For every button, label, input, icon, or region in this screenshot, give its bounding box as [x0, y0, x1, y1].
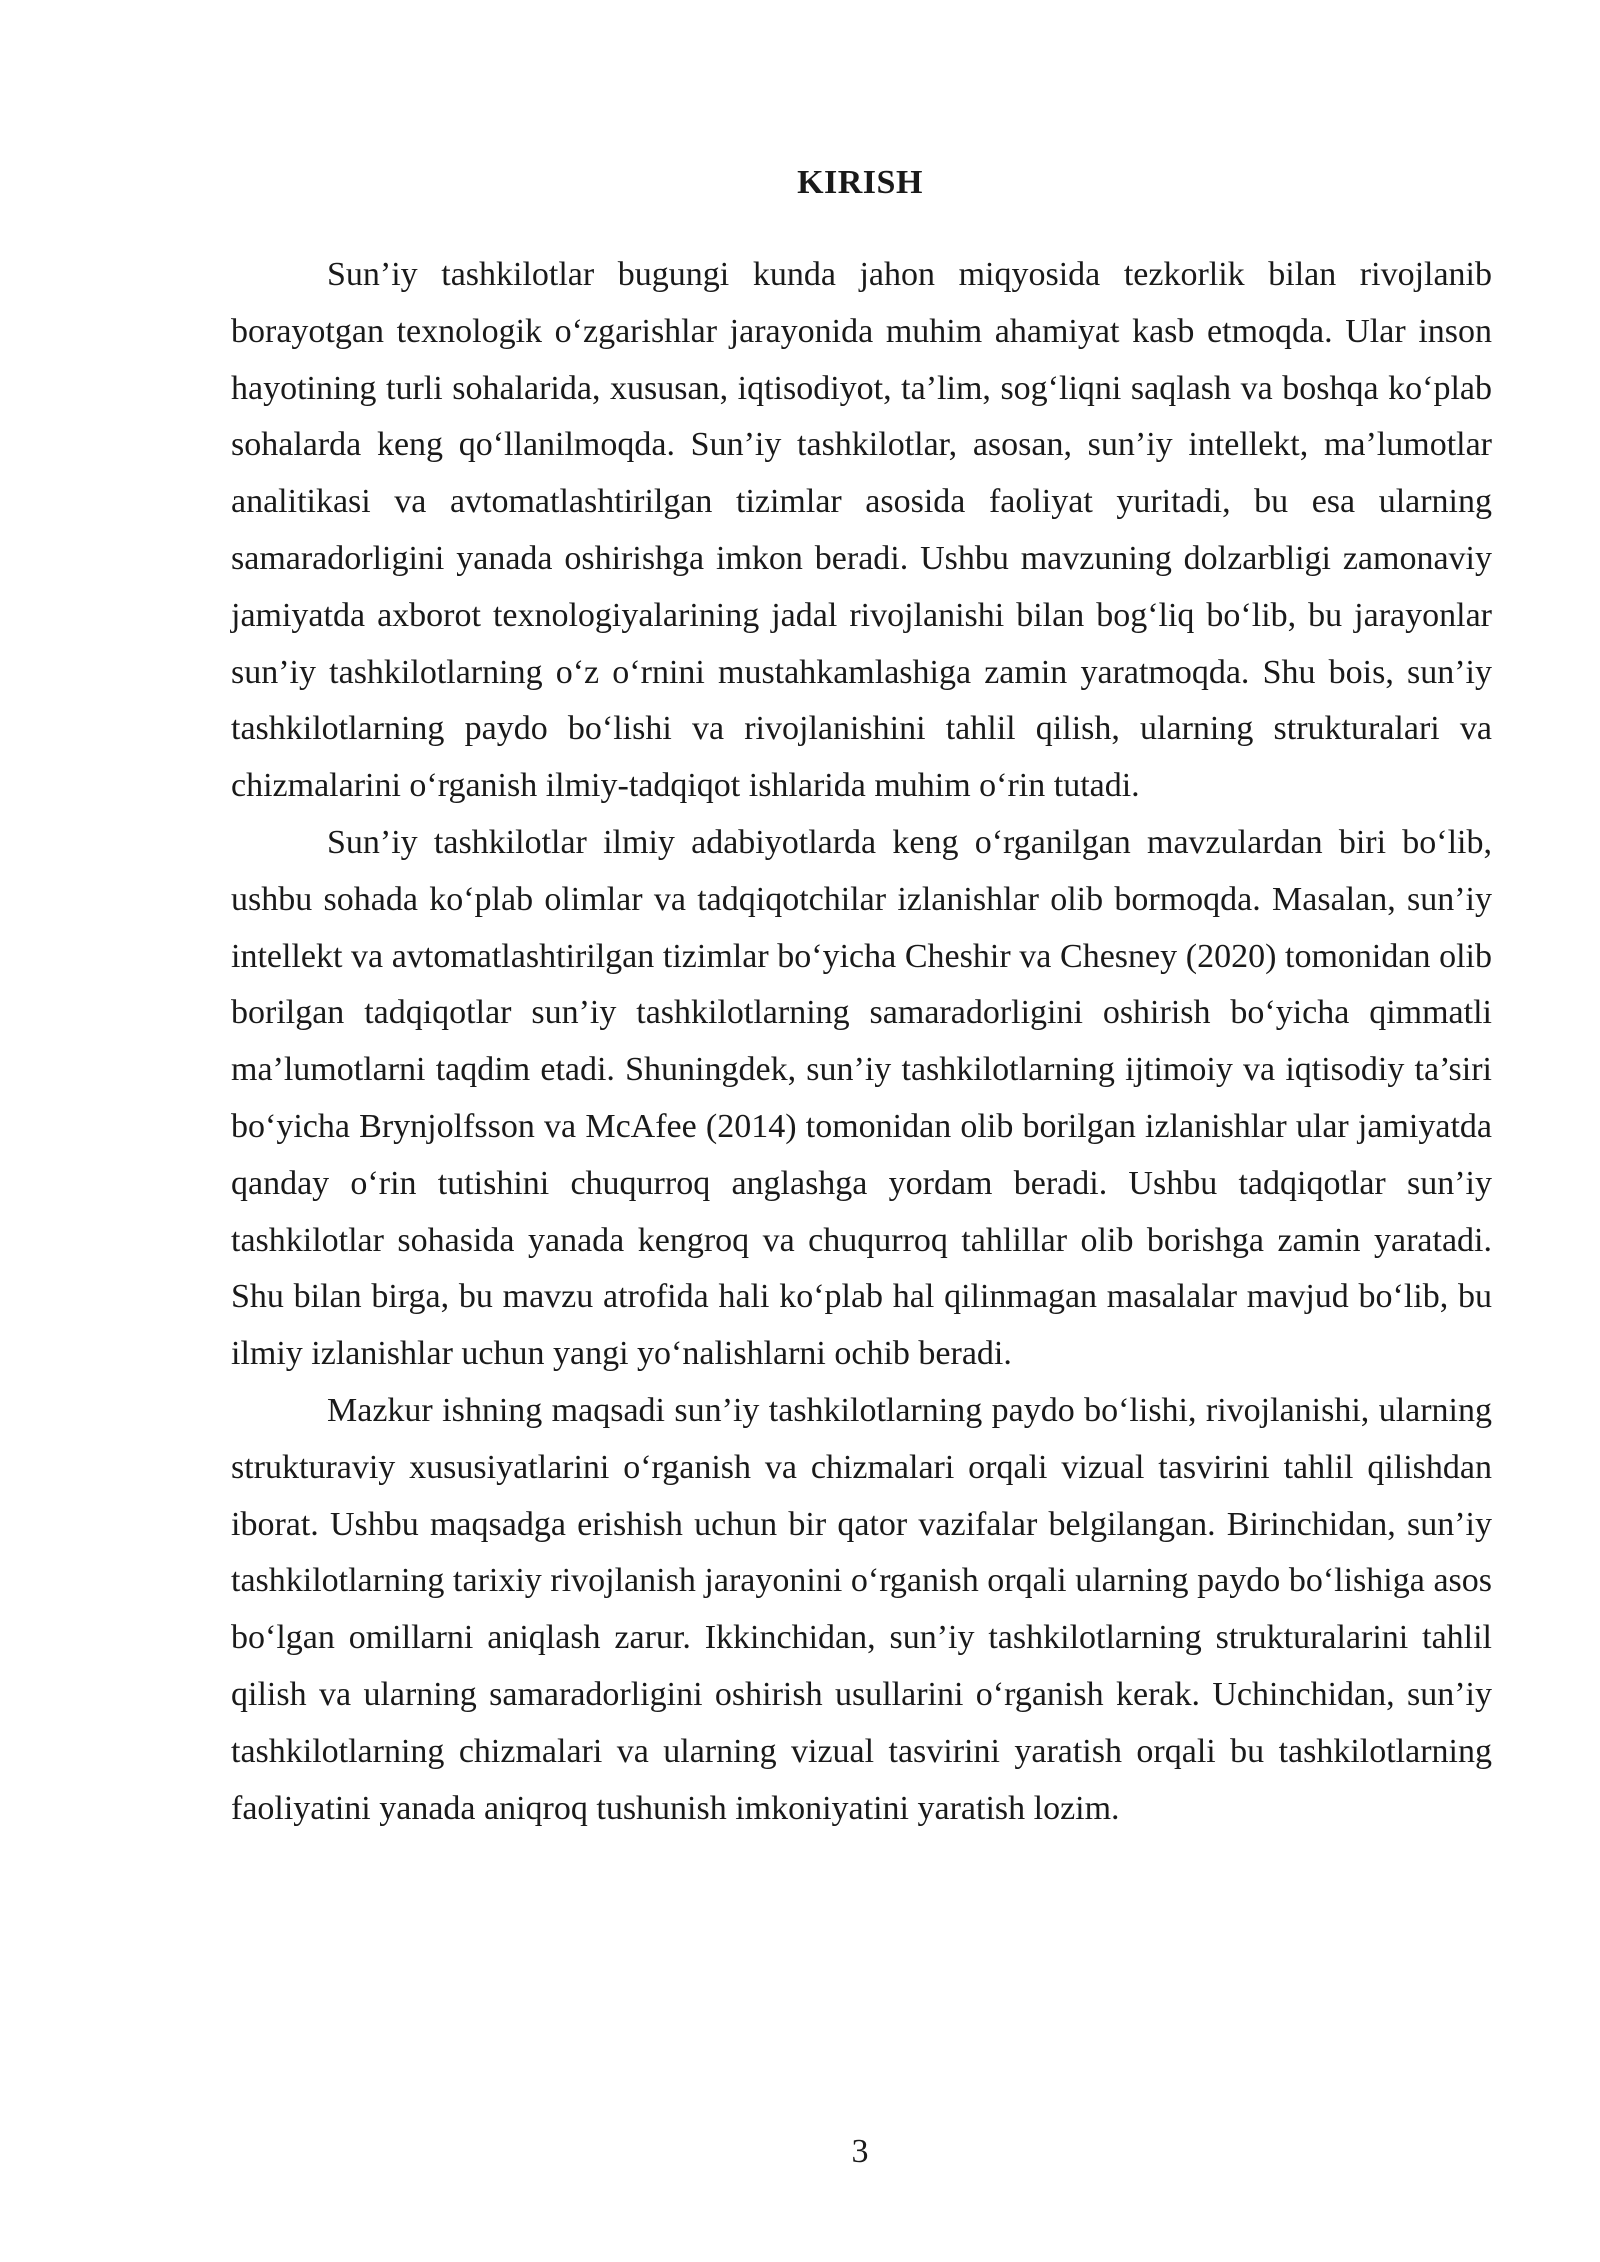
- paragraph-2: Sun’iy tashkilotlar ilmiy adabiyotlarda keng o‘rganilgan mavzulardan biri bo‘lib, ushbu sohada ko‘plab olimlar va tadqiqotchilar izlanishlar olib bormoqda. Masalan, sun’iy intellekt va avtomatlashtirilgan tizimlar bo‘yicha Cheshir va Chesney (2020) tomonidan olib borilgan tadqiqotlar sun’iy tashkilotlarning samaradorligini oshirish bo‘yicha qimmatli ma’lumotlarni taqdim etadi. Shuningdek, sun’iy tashkilotlarning ijtimoiy va iqtisodiy ta’siri bo‘yicha Brynjolfsson va McAfee (2014) tomonidan olib borilgan izlanishlar ular jamiyatda qanday o‘rin tutishini chuqurroq anglashga yordam beradi. Ushbu tadqiqotlar sun’iy tashkilotlar sohasida yanada kengroq va chuqurroq tahlillar olib borishga zamin yaratadi. Shu bilan birga, bu mavzu atrofida hali ko‘plab hal qilinmagan masalalar mavjud bo‘lib, bu ilmiy izlanishlar uchun yangi yo‘nalishlarni ochib beradi.: [231, 823, 1492, 1373]
- paragraph-1: Sun’iy tashkilotlar bugungi kunda jahon miqyosida tezkorlik bilan rivojlanib borayotgan texnologik o‘zgarishlar jarayonida muhim ahamiyat kasb etmoqda. Ular inson hayotining turli sohalarida, xususan, iqtisodiyot, ta’lim, sog‘liqni saqlash va boshqa ko‘plab sohalarda keng qo‘llanilmoqda. Sun’iy tashkilotlar, asosan, sun’iy intellekt, ma’lumotlar analitikasi va avtomatlashtirilgan tizimlar asosida faoliyat yuritadi, bu esa ularning samaradorligini yanada oshirishga imkon beradi. Ushbu mavzuning dolzarbligi zamonaviy jamiyatda axborot texnologiyalarining jadal rivojlanishi bilan bog‘liq bo‘lib, bu jarayonlar sun’iy tashkilotlarning o‘z o‘rnini mustahkamlashiga zamin yaratmoqda. Shu bois, sun’iy tashkilotlarning paydo bo‘lishi va rivojlanishini tahlil qilish, ularning strukturalari va chizmalarini o‘rganish ilmiy-tadqiqot ishlarida muhim o‘rin tutadi.: [231, 256, 1492, 805]
- paragraph-3: Mazkur ishning maqsadi sun’iy tashkilotlarning paydo bo‘lishi, rivojlanishi, ularning strukturaviy xususiyatlarini o‘rganish va chizmalari orqali vizual tasvirini tahlil qilishdan iborat. Ushbu maqsadga erishish uchun bir qator vazifalar belgilangan. Birinchidan, sun’iy tashkilotlarning tarixiy rivojlanish jarayonini o‘rganish orqali ularning paydo bo‘lishiga asos bo‘lgan omillarni aniqlash zarur. Ikkinchidan, sun’iy tashkilotlarning strukturalarini tahlil qilish va ularning samaradorligini oshirish usullarini o‘rganish kerak. Uchinchidan, sun’iy tashkilotlarning chizmalari va ularning vizual tasvirini yaratish orqali bu tashkilotlarning faoliyatini yanada aniqroq tushunish imkoniyatini yaratish lozim.: [231, 1391, 1492, 1827]
- page-title: KIRISH: [797, 164, 923, 201]
- page-number: 3: [851, 2133, 869, 2170]
- body-text: [231, 247, 1492, 1837]
